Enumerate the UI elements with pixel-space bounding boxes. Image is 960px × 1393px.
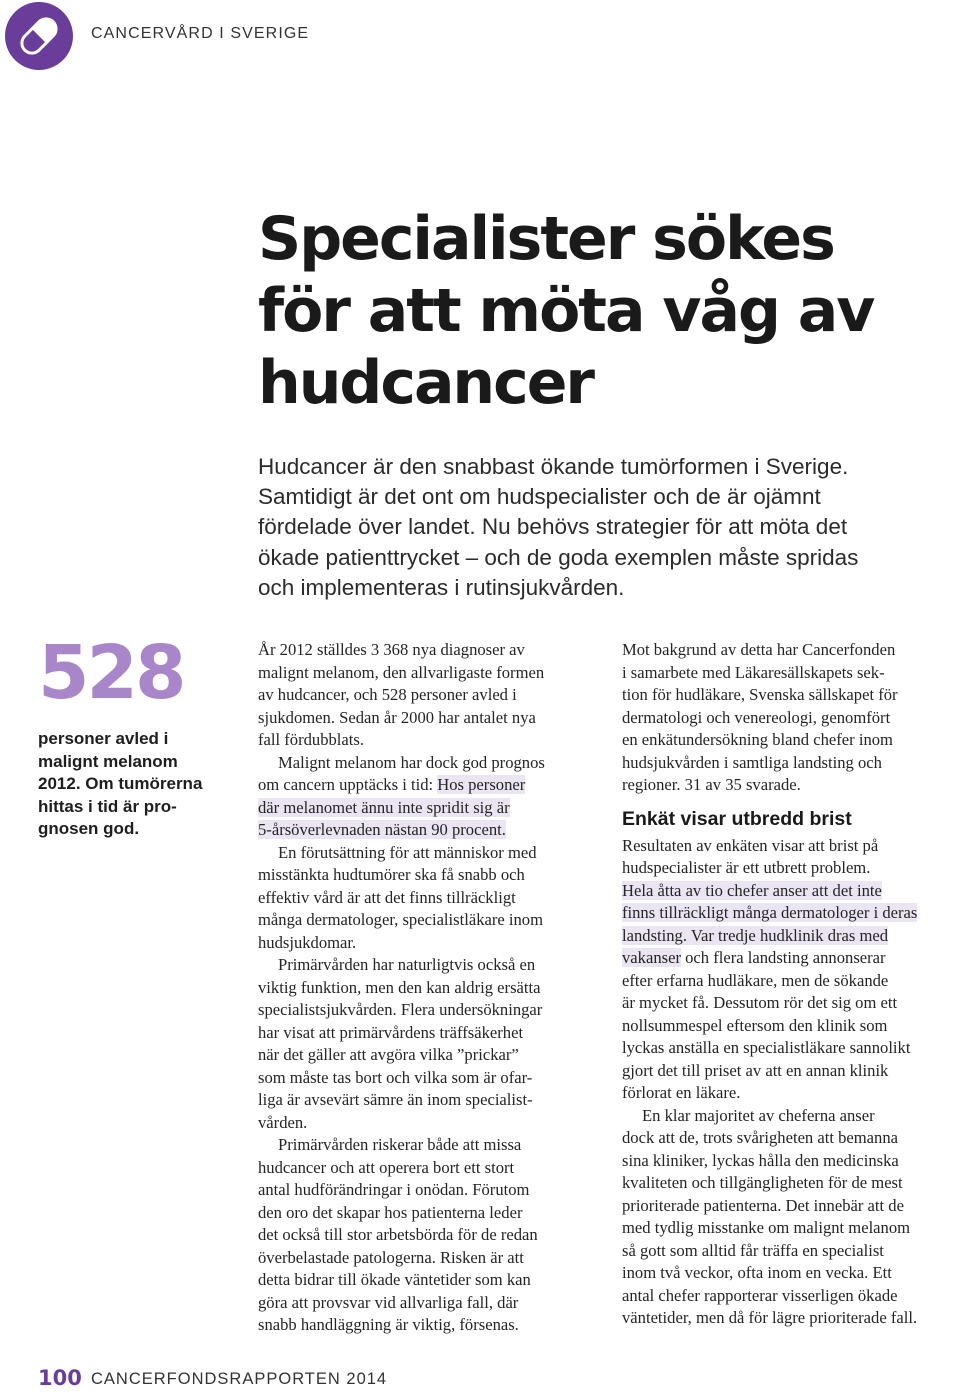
body-line: sjukdomen. Sedan år 2000 har antalet nya [258,707,536,727]
body-line: effektiv vård är att det finns tillräckligt [258,887,516,907]
stat-caption-line: 2012. Om tumörerna [38,774,203,793]
highlighted-text: vakanser [622,948,681,967]
body-line: En klar majoritet av cheferna anser [642,1105,875,1125]
section-label: CANCERVÅRD I SVERIGE [91,25,310,42]
body-line: dermatologi och venereologi, genomfört [622,707,891,727]
body-line: lyckas anställa en specialistläkare sannolikt [622,1038,911,1057]
lede-line: Hudcancer är den snabbast ökande tumörformen i Sverige. [258,454,849,479]
headline-line: hudcancer [258,348,593,418]
pill-capsule-icon [5,2,73,70]
section-subheading: Enkät visar utbredd brist [622,807,852,830]
body-line: Primärvården har naturligtvis också en [278,955,536,974]
body-line [622,902,960,925]
body-line: inom två veckor, ofta inom en vecka. Ett [622,1263,892,1282]
highlighted-text: där melanomet ännu inte spridit sig är [258,797,510,817]
body-line: hudsjukvården i samtliga landsting och [622,752,882,772]
body-line: tion för hudläkare, Svenska sällskapet för [622,685,898,704]
article-headline [258,203,948,419]
body-line: dock att de, trots svårigheten att bemanna [622,1128,899,1147]
body-line: detta bidrar till ökade väntetider som kan [258,1270,531,1289]
body-line: förlorat en läkare. [622,1083,741,1102]
body-line: liga är avsevärt sämre än inom specialist- [258,1090,533,1109]
body-line [622,880,960,903]
body-line: prioriterade patienterna. Det innebär att de [622,1195,904,1215]
body-line: hudcancer och att operera bort ett stort [258,1157,515,1177]
body-line [622,947,960,970]
body-line: vården. [258,1112,308,1132]
lede-line: ökade patienttrycket – och de goda exemplen måste spridas [258,544,859,570]
lede-line: och implementeras i rutinsjukvården. [258,574,625,600]
body-line: göra att provsvar vid allvarliga fall, där [258,1292,519,1312]
stat-caption-line: hittas i tid är pro- [38,796,177,816]
publication-title: CANCERFONDSRAPPORTEN 2014 [91,1370,388,1388]
body-line: nollsummespel eftersom den klinik som [622,1015,888,1035]
article-lede [258,452,948,603]
body-line: regioner. 31 av 35 svarade. [622,775,801,794]
highlighted-text: Hos personer [437,775,526,794]
body-line: av hudcancer, och 528 personer avled i [258,685,517,704]
body-line: så gott som alltid får träffa en specialist [622,1240,884,1260]
body-line: med tydlig misstanke om malignt melanom [622,1218,911,1237]
body-line: En förutsättning för att människor med [278,842,537,862]
body-line: överbelastade patologerna. Risken är att [258,1247,524,1267]
body-line: antal chefer rapporterar visserligen ökade [622,1285,898,1305]
body-text: om cancern upptäcks i tid: [258,775,438,794]
stat-caption-line: personer avled i [38,729,169,748]
body-line: många dermatologer, specialistläkare inom [258,910,544,929]
body-line: Resultaten av enkäten visar att brist på [622,835,879,855]
body-line: väntetider, men då för lägre prioriterade fall. [622,1308,918,1327]
body-line: efter erfarna hudläkare, men de sökande [622,970,889,990]
body-line: har visat att primärvårdens träffsäkerhet [258,1022,524,1042]
lede-line: fördelade över landet. Nu behövs strategier för att möta det [258,514,848,540]
section-logo [5,2,73,70]
stat-number: 528 [38,630,184,716]
body-line: Malignt melanom har dock god prognos [278,752,545,772]
body-line: hudspecialister är ett utbrett problem. [622,858,871,877]
highlighted-text: 5-årsöverlevnaden nästan 90 procent. [258,820,506,839]
body-line: Primärvården riskerar både att missa [278,1135,522,1154]
stat-caption-line: malignt melanom [38,751,178,771]
body-line: hudsjukdomar. [258,932,357,952]
body-column-middle [258,639,598,1337]
body-line: en enkätundersökning bland chefer inom [622,730,893,749]
headline-line: Specialister sökes [258,204,834,274]
body-line [622,925,960,948]
body-line: den oro det skapar hos patienterna leder [258,1202,523,1222]
body-line: gjort det till priset av att en annan klinik [622,1060,889,1080]
body-line [258,774,598,797]
highlighted-text: finns tillräckligt många dermatologer i deras [622,903,918,922]
highlighted-text: Hela åtta av tio chefer anser att det inte [622,880,882,900]
body-line: antal hudförändringar i onödan. Förutom [258,1180,530,1199]
body-line: det också till stor arbetsbörda för de redan [258,1225,538,1244]
body-text: och flera landsting annonserar [680,948,886,967]
body-line: Mot bakgrund av detta har Cancerfonden [622,640,896,659]
body-line [258,797,598,820]
body-line: specialistsjukvården. Flera undersökningar [258,1000,543,1019]
headline-line: för att möta våg av [258,276,874,346]
body-line: i samarbete med Läkaresällskapets sek- [622,662,885,682]
body-line: är mycket få. Dessutom rör det sig om ett [622,993,898,1012]
body-line: kvaliteten och tillgängligheten för de mest [622,1173,903,1192]
stat-caption-line: gnosen god. [38,819,140,838]
body-line: malignt melanom, den allvarligaste formen [258,662,545,682]
highlighted-text: landsting. Var tredje hudklinik dras med [622,925,889,945]
page-number: 100 [38,1366,82,1390]
body-line: viktig funktion, men den kan aldrig ersätta [258,977,541,997]
stat-caption [38,728,238,841]
body-column-right [622,639,960,1330]
body-line: fall fördubblats. [258,730,364,749]
body-line: som måste tas bort och vilka som är ofar- [258,1067,533,1087]
body-line [258,819,598,842]
body-line: År 2012 ställdes 3 368 nya diagnoser av [258,640,525,659]
body-line: misstänkta hudtumörer ska få snabb och [258,865,525,884]
lede-line: Samtidigt är det ont om hudspecialister och de är ojämnt [258,484,821,510]
body-line: när det gäller att avgöra vilka ”prickar” [258,1045,519,1064]
body-line: snabb handläggning är viktig, försenas. [258,1315,519,1334]
body-line: sina kliniker, lyckas hålla den medicinska [622,1150,899,1170]
